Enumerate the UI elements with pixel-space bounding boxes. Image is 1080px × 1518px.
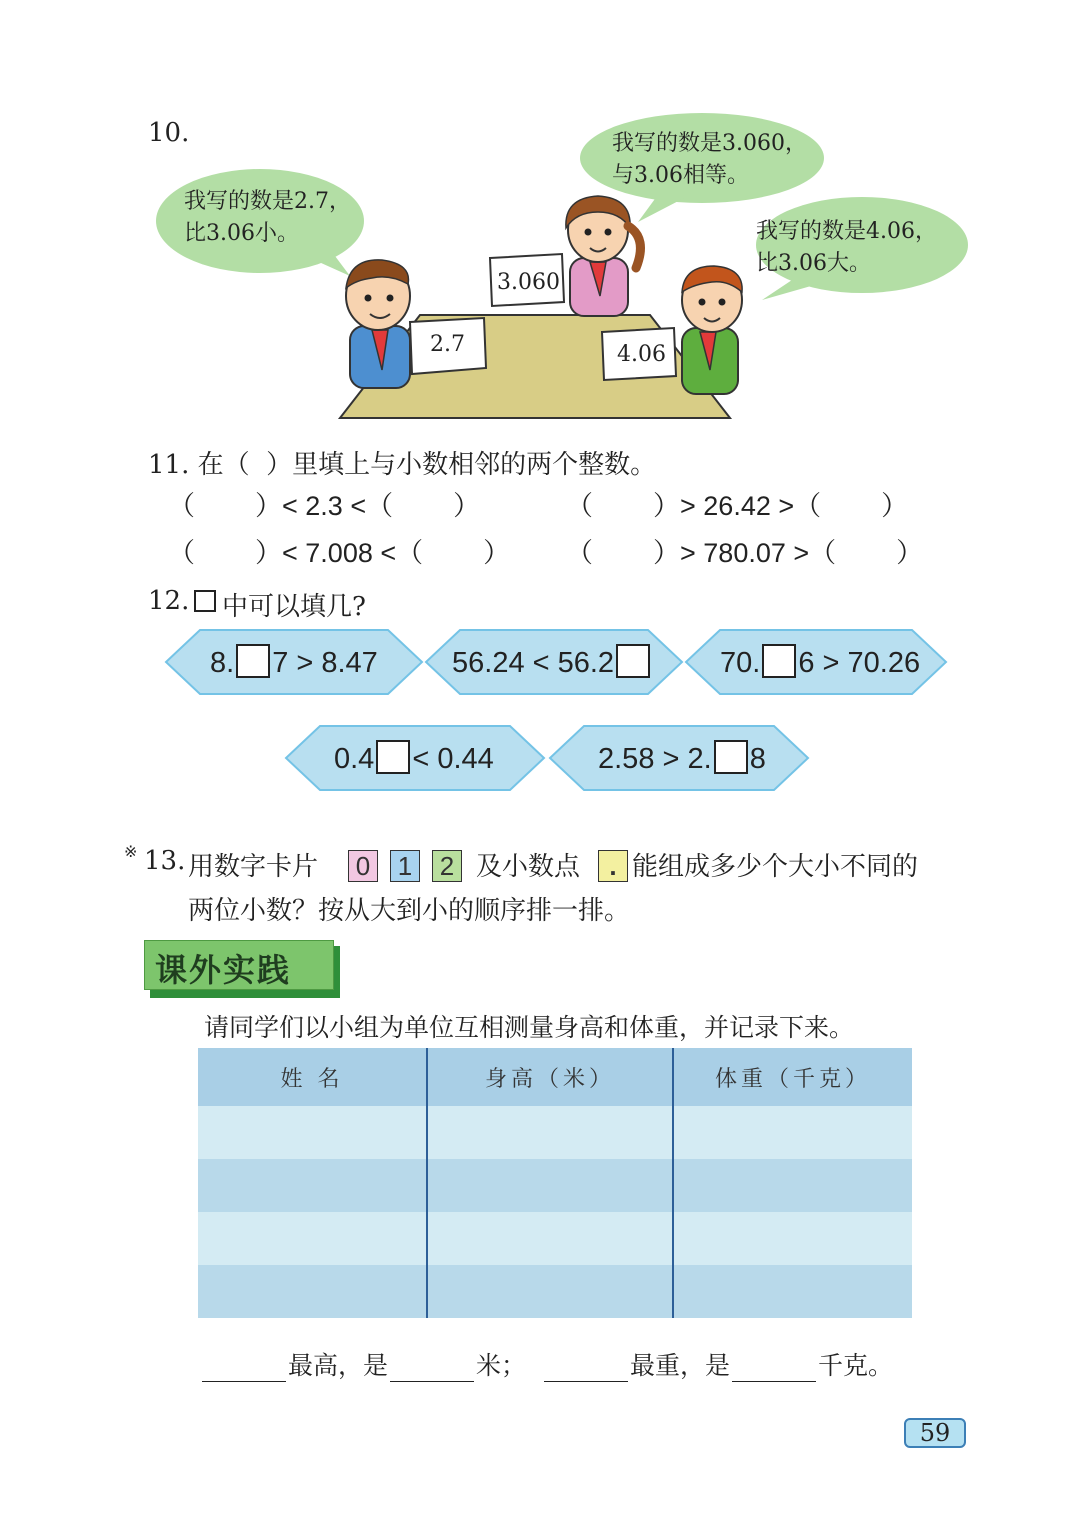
hex-tag-5-after: 8: [749, 743, 766, 775]
table-cell[interactable]: [673, 1106, 912, 1159]
table-cell[interactable]: [673, 1212, 912, 1265]
q11-item-1: （ ）< 2.3 <（ ）: [168, 491, 481, 521]
digit-card-0: 0: [348, 850, 378, 882]
hex-tag-4-after: < 0.44: [412, 743, 494, 775]
table-cell[interactable]: [198, 1212, 427, 1265]
q13-text-c: 能组成多少个大小不同的: [632, 852, 919, 882]
bubble-right-text: [756, 216, 937, 280]
table-header-row: [198, 1048, 912, 1106]
table-cell[interactable]: [198, 1265, 427, 1318]
answer-box[interactable]: [376, 740, 410, 774]
bubble-left-text: [184, 186, 351, 250]
table-cell[interactable]: [198, 1159, 427, 1212]
bubble-left-line2: 比3.06小。: [184, 221, 299, 246]
decimal-point-card: .: [598, 850, 628, 882]
fill-text-3: 最重，是: [630, 1351, 731, 1380]
card-text-2.7: 2.7: [430, 332, 465, 357]
measurement-table: [198, 1048, 912, 1318]
table-row: [198, 1265, 912, 1318]
hex-tag-1-after: 7 > 8.47: [272, 647, 378, 679]
bubble-right-line1: 我写的数是4.06，: [756, 219, 937, 244]
table-cell[interactable]: [427, 1106, 673, 1159]
fill-blank-weight[interactable]: [732, 1353, 816, 1382]
column-header-height: 身高（米）: [427, 1048, 673, 1106]
question-12-number: 12.: [148, 586, 190, 616]
hex-tag-4-text: [334, 726, 494, 792]
q13-text-b: 及小数点: [476, 852, 581, 882]
answer-box[interactable]: [616, 644, 650, 678]
table-cell[interactable]: [427, 1265, 673, 1318]
q11-item-3: （ ）< 7.008 <（ ）: [168, 538, 511, 568]
square-icon: [194, 590, 216, 612]
hex-tag-1-text: [210, 630, 378, 696]
fill-blank-name-heaviest[interactable]: [544, 1353, 628, 1382]
question-11-title: 11. 在（ ）里填上与小数相邻的两个整数。: [148, 450, 657, 480]
hex-tag-3-before: 70.: [720, 647, 761, 679]
table-cell[interactable]: [198, 1106, 427, 1159]
table-cell[interactable]: [427, 1212, 673, 1265]
bubble-right-line2: 比3.06大。: [756, 251, 871, 276]
fill-blank-height[interactable]: [390, 1353, 474, 1382]
q13-text-a: 用数字卡片: [188, 852, 319, 882]
practice-instruction: 请同学们以小组为单位互相测量身高和体重，并记录下来。: [204, 1013, 855, 1042]
table-cell[interactable]: [673, 1159, 912, 1212]
answer-box[interactable]: [762, 644, 796, 678]
bubble-left-line1: 我写的数是2.7，: [184, 189, 351, 214]
boy-left: [346, 260, 410, 388]
q13-mark: ※: [124, 842, 138, 861]
practice-heading: [144, 940, 334, 990]
page-number: 59: [919, 1419, 951, 1447]
hex-tag-4-before: 0.4: [334, 743, 375, 775]
q11-item-4: （ ）> 780.07 >（ ）: [566, 538, 924, 568]
fill-text-1: 最高，是: [288, 1351, 389, 1380]
hex-tag-3-after: 6 > 70.26: [798, 647, 921, 679]
girl-middle: [566, 196, 641, 316]
hex-tag-2-text: [452, 630, 652, 696]
question-12-title: 中可以填几?: [222, 592, 366, 622]
fill-blank-name-tallest[interactable]: [202, 1353, 286, 1382]
table-row: [198, 1212, 912, 1265]
hex-tag-3-text: [720, 630, 920, 696]
digit-card-2: 2: [432, 850, 462, 882]
fill-text-2: 米；: [476, 1351, 527, 1380]
bubble-middle-text: [612, 128, 807, 192]
hex-tag-1-before: 8.: [210, 647, 235, 679]
card-text-3.060: 3.060: [497, 270, 560, 295]
hex-tag-5-text: [598, 726, 766, 792]
table-cell[interactable]: [427, 1159, 673, 1212]
table-row: [198, 1106, 912, 1159]
question-10-number: 10.: [148, 118, 190, 148]
q13-line2: 两位小数？按从大到小的顺序排一排。: [188, 896, 631, 926]
bubble-middle-line2: 与3.06相等。: [612, 163, 749, 188]
fill-text-4: 千克。: [818, 1351, 894, 1380]
column-header-weight: 体重（千克）: [673, 1048, 912, 1106]
practice-heading-text: 课外实践: [155, 951, 292, 989]
hex-tag-5-before: 2.58 > 2.: [598, 743, 712, 775]
table-cell[interactable]: [673, 1265, 912, 1318]
boy-right: [682, 266, 742, 394]
table-row: [198, 1159, 912, 1212]
bubble-middle-line1: 我写的数是3.060，: [612, 131, 807, 156]
fill-in-sentence: [200, 1346, 893, 1382]
digit-card-1: 1: [390, 850, 420, 882]
answer-box[interactable]: [236, 644, 270, 678]
column-header-name: 姓 名: [198, 1048, 427, 1106]
hex-tag-2-before: 56.24 < 56.2: [452, 647, 615, 679]
answer-box[interactable]: [714, 740, 748, 774]
card-text-4.06: 4.06: [617, 342, 666, 367]
q11-item-2: （ ）> 26.42 >（ ）: [566, 491, 909, 521]
page-number-badge: [904, 1418, 966, 1448]
question-13-number: 13.: [144, 846, 186, 876]
